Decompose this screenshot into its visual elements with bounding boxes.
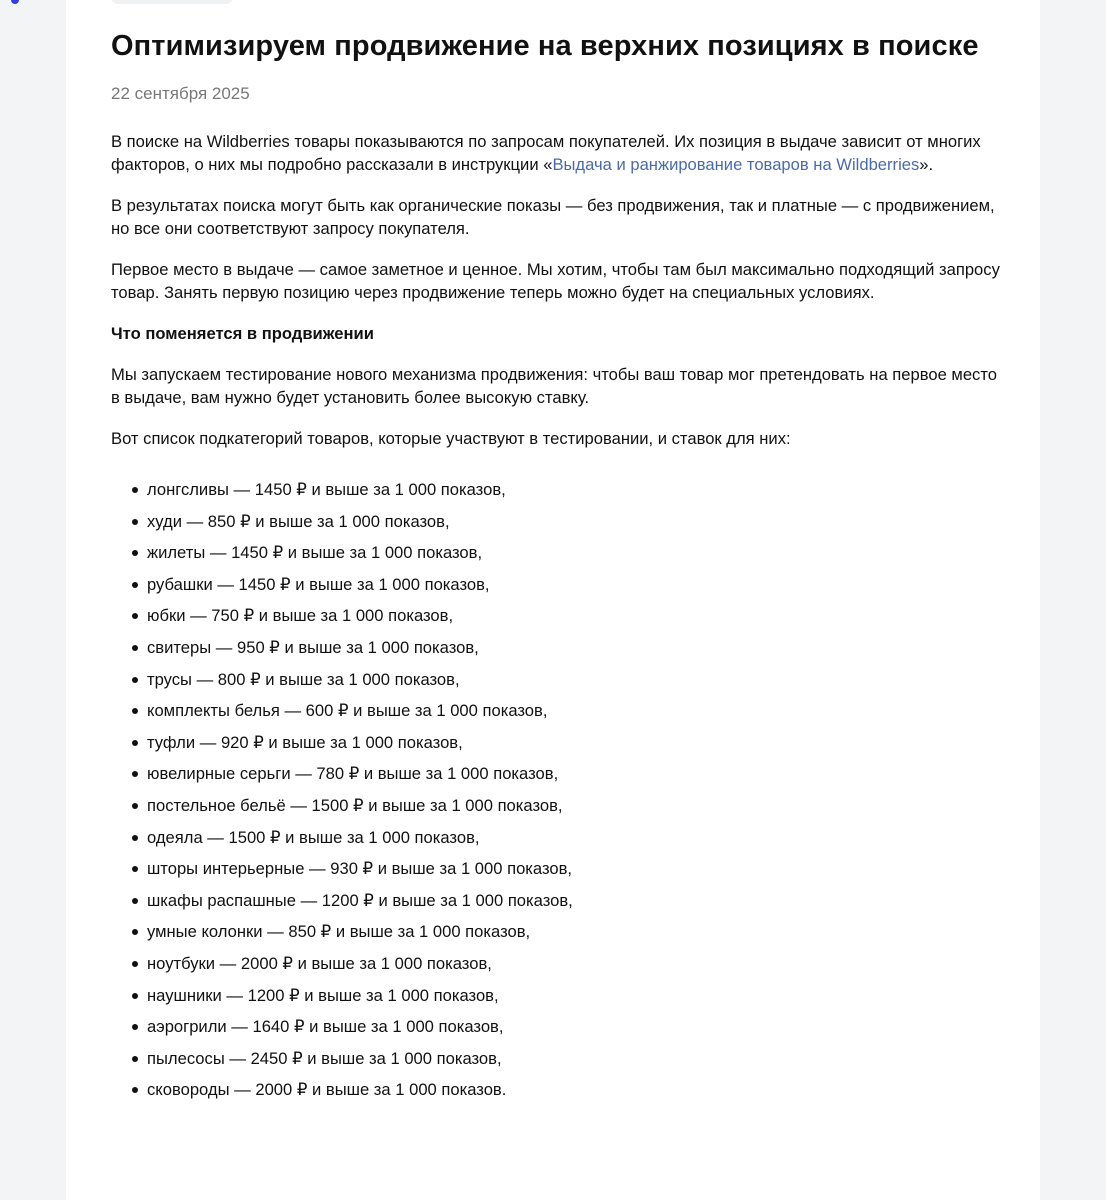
list-item: наушники — 1200 ₽ и выше за 1 000 показов, — [131, 980, 1001, 1012]
list-item: свитеры — 950 ₽ и выше за 1 000 показов, — [131, 632, 1001, 664]
list-item: туфли — 920 ₽ и выше за 1 000 показов, — [131, 727, 1001, 759]
ranking-instructions-link[interactable]: Выдача и ранжирование товаров на Wildberries — [552, 155, 920, 174]
list-item: юбки — 750 ₽ и выше за 1 000 показов, — [131, 600, 1001, 632]
paragraph: Мы запускаем тестирование нового механизма продвижения: чтобы ваш товар мог претендовать на первое место в выдаче, вам нужно будет установить более высокую ставку. — [111, 365, 997, 407]
paragraph: В результатах поиска могут быть как органические показы — без продвижения, так и платные — с продвижением, но все они соответствуют запросу покупателя. — [111, 196, 995, 238]
paragraph: Вот список подкатегорий товаров, которые участвуют в тестировании, и ставок для них: — [111, 429, 791, 448]
list-item: жилеты — 1450 ₽ и выше за 1 000 показов, — [131, 537, 1001, 569]
list-item: аэрогрили — 1640 ₽ и выше за 1 000 показов, — [131, 1011, 1001, 1043]
list-item: постельное бельё — 1500 ₽ и выше за 1 000 показов, — [131, 790, 1001, 822]
section-heading: Что поменяется в продвижении — [111, 324, 374, 343]
article-date: 22 сентября 2025 — [111, 84, 250, 103]
list-item: рубашки — 1450 ₽ и выше за 1 000 показов, — [131, 569, 1001, 601]
paragraph: Первое место в выдаче — самое заметное и ценное. Мы хотим, чтобы там был максимально подходящий запросу товар. Занять первую позицию через продвижение теперь можно будет на специальных условиях. — [111, 260, 1000, 302]
list-item: ноутбуки — 2000 ₽ и выше за 1 000 показов, — [131, 948, 1001, 980]
list-item: ювелирные серьги — 780 ₽ и выше за 1 000 показов, — [131, 758, 1001, 790]
list-item: шкафы распашные — 1200 ₽ и выше за 1 000 показов, — [131, 885, 1001, 917]
list-item: умные колонки — 850 ₽ и выше за 1 000 показов, — [131, 916, 1001, 948]
article-title: Оптимизируем продвижение на верхних позициях в поиске — [111, 30, 979, 62]
nav-indicator-dot — [11, 0, 19, 4]
list-item: пылесосы — 2450 ₽ и выше за 1 000 показов, — [131, 1043, 1001, 1075]
article-content — [111, 26, 1001, 1106]
list-item: худи — 850 ₽ и выше за 1 000 показов, — [131, 506, 1001, 538]
list-item: трусы — 800 ₽ и выше за 1 000 показов, — [131, 664, 1001, 696]
list-item: комплекты белья — 600 ₽ и выше за 1 000 показов, — [131, 695, 1001, 727]
list-item: шторы интерьерные — 930 ₽ и выше за 1 000 показов, — [131, 853, 1001, 885]
article-card — [66, 0, 1040, 1200]
list-item: одеяла — 1500 ₽ и выше за 1 000 показов, — [131, 822, 1001, 854]
list-item: сковороды — 2000 ₽ и выше за 1 000 показов. — [131, 1074, 1001, 1106]
paragraph-intro: В поиске на Wildberries товары показываются по запросам покупателей. Их позиция в выдаче зависит от многих факторов, о них мы подробно рассказали в инструкции «Выдача и ранжирование товаров на Wildberries». — [111, 132, 981, 174]
back-button[interactable] — [111, 0, 233, 4]
list-item: лонгсливы — 1450 ₽ и выше за 1 000 показов, — [131, 474, 1001, 506]
subcategory-bid-list — [111, 474, 1001, 1106]
